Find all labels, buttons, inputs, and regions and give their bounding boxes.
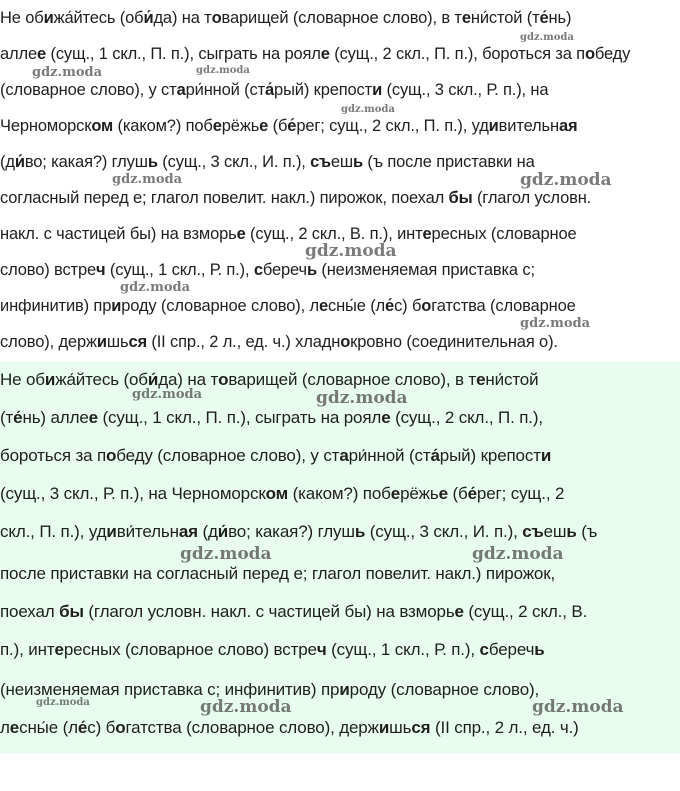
watermark-text: gdz.moda (520, 32, 574, 43)
watermark-text: gdz.moda (305, 241, 397, 261)
answer-line: поехал бы (глагол условн. накл. с частицей бы) на взморье (сущ., 2 скл., В. (0, 602, 588, 621)
answer-line: (неизменяемая приставка с; инфинитив) природу (словарное слово), (0, 680, 540, 699)
watermark-text: gdz.moda (112, 172, 183, 187)
watermark-text: gdz.moda (520, 316, 591, 331)
watermark-text: gdz.moda (532, 697, 624, 717)
exercise-line: слово) встреч (сущ., 1 скл., Р. п.), сберечь (неизменяемая приставка с; (0, 261, 535, 279)
exercise-line: слово), держишься (II спр., 2 л., ед. ч.) хладнокровно (соединительная о). (0, 333, 558, 351)
watermark-text: gdz.moda (132, 387, 203, 402)
exercise-line: инфинитив) природу (словарное слово), лесны́е (ле́с) богатства (словарное (0, 297, 576, 315)
exercise-line: (словарное слово), у стари́нной (ста́рый) крепости (сущ., 3 скл., Р. п.), на (0, 81, 549, 99)
watermark-text: gdz.moda (316, 388, 408, 408)
answer-line: лесны́е (ле́с) богатства (словарное слово), держишься (II спр., 2 л., ед. ч.) (0, 718, 579, 737)
watermark-text: gdz.moda (196, 65, 250, 76)
answer-line: бороться за победу (словарное слово), у стари́нной (ста́рый) крепости (0, 446, 552, 465)
answer-text-block (0, 362, 680, 754)
answer-line: Не обижа́йтесь (оби́да) на товарищей (словарное слово), в тени́стой (0, 370, 539, 389)
exercise-text-block (0, 0, 680, 360)
exercise-line: Не обижа́йтесь (оби́да) на товарищей (словарное слово), в тени́стой (те́нь) (0, 9, 572, 27)
watermark-text: gdz.moda (32, 65, 103, 80)
watermark-text: gdz.moda (472, 544, 564, 564)
answer-line: п.), интересных (словарное слово) встреч (сущ., 1 скл., Р. п.), сберечь (0, 640, 545, 659)
answer-line: скл., П. п.), удиви́тельная (ди́во; какая?) глушь (сущ., 3 скл., И. п.), съешь (ъ (0, 522, 598, 541)
answer-line: (те́нь) аллее (сущ., 1 скл., П. п.), сыграть на рояле (сущ., 2 скл., П. п.), (0, 408, 543, 427)
watermark-text: gdz.moda (36, 697, 90, 708)
exercise-line: согласный перед е; глагол повелит. накл.) пирожок, поехал бы (глагол условн. (0, 189, 592, 207)
exercise-line: накл. с частицей бы) на взморье (сущ., 2 скл., В. п.), интересных (словарное (0, 225, 577, 243)
exercise-line: Черноморском (каком?) поберёжье (бе́рег; сущ., 2 скл., П. п.), удивительная (0, 117, 578, 135)
watermark-text: gdz.moda (341, 104, 395, 115)
watermark-text: gdz.moda (520, 170, 612, 190)
exercise-line: аллее (сущ., 1 скл., П. п.), сыграть на рояле (сущ., 2 скл., П. п.), бороться за победу (0, 45, 631, 63)
watermark-text: gdz.moda (180, 544, 272, 564)
answer-line: после приставки на согласный перед е; глагол повелит. накл.) пирожок, (0, 564, 556, 583)
answer-line: (сущ., 3 скл., Р. п.), на Черноморском (каком?) поберёжье (бе́рег; сущ., 2 (0, 484, 565, 503)
watermark-text: gdz.moda (120, 280, 191, 295)
watermark-text: gdz.moda (200, 697, 292, 717)
exercise-line: (ди́во; какая?) глушь (сущ., 3 скл., И. п.), съешь (ъ после приставки на (0, 153, 535, 171)
